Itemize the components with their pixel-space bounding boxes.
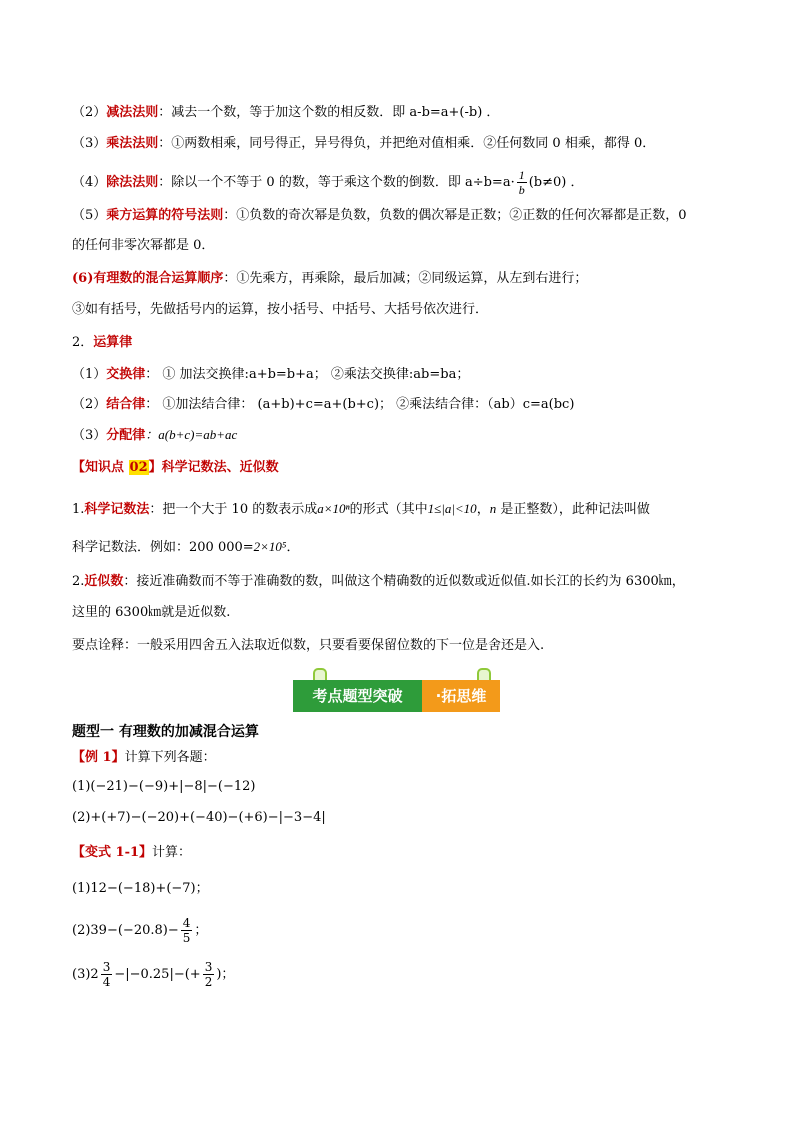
sci-notation-def: 1.科学记数法：把一个大于 10 的数表示成a×10ⁿ的形式（其中1≤|a|<10，n 是正整数），此种记法叫做 <box>72 501 650 517</box>
fraction-three-fourths: $\frac{3}{4}$ <box>102 960 111 989</box>
law-distributive: （3）分配律：a(b+c)=ab+ac <box>72 427 238 443</box>
sci-example: 2×10⁵ <box>253 539 287 554</box>
laws-title: 2．运算律 <box>72 335 133 350</box>
rule-number: （3） <box>72 136 107 151</box>
fraction-one-over-b: $\frac{1}{b}$ <box>518 168 525 197</box>
rule-number: （5） <box>72 208 107 223</box>
banner-left: 考点题型突破 <box>293 680 422 712</box>
rule-label: 乘方运算的符号法则 <box>106 208 224 223</box>
rule-number: (6) <box>72 271 94 286</box>
law-associative: （2）结合律： ①加法结合律： (a+b)+c=a+(b+c)； ②乘法结合律：（ab）c=a(bc) <box>72 397 575 412</box>
rule-label: 除法法则 <box>106 175 159 190</box>
approx-cont: 这里的 6300㎞就是近似数. <box>72 605 231 620</box>
rule-text: ：①先乘方，再乘除，最后加减；②同级运算，从左到右进行； <box>223 271 588 286</box>
fraction-three-halves: $\frac{3}{2}$ <box>204 960 213 989</box>
approx-label: 近似数 <box>84 574 124 589</box>
approx-def: 2.近似数：接近准确数而不等于准确数的数，叫做这个精确数的近似数或近似值.如长江的长约为 6300㎞， <box>72 574 685 589</box>
rule-subtraction <box>72 103 499 123</box>
example1-problem1: (1)(−21)−(−9)+|−8|−(−12) <box>72 779 256 794</box>
rule-label: 乘法法则 <box>106 136 159 151</box>
sci-formula: a×10ⁿ <box>317 501 350 516</box>
law-label: 分配律 <box>106 428 146 443</box>
variant1-problem3: (3)2 $\frac{3}{4}$ −|−0.25|−(+ $\frac{3}{2}$ )； <box>72 960 235 989</box>
rule-division <box>72 168 583 197</box>
knowledge-point-tag: 【知识点 02】 <box>72 460 162 475</box>
rule-mixed-order-cont: ③如有括号，先做括号内的运算，按小括号、中括号、大括号依次进行． <box>72 302 489 317</box>
variant1-problem2: (2)39−(−20.8)− $\frac{4}{5}$ ； <box>72 916 208 945</box>
variant1-header: 【变式 1-1】计算： <box>72 845 192 860</box>
law-commutative: （1）交换律： ① 加法交换律:a+b=b+a； ②乘法交换律:ab=ba； <box>72 367 470 382</box>
fraction-four-fifths: $\frac{4}{5}$ <box>182 916 191 945</box>
banner-right: ·拓思维 <box>422 680 500 712</box>
key-note: 要点诠释：一般采用四舍五入法取近似数，只要看要保留位数的下一位是舍还是入. <box>72 638 545 653</box>
law-text: ：a(b+c)=ab+ac <box>145 427 238 442</box>
rule-label: 有理数的混合运算顺序 <box>93 271 224 286</box>
section-banner <box>293 676 500 712</box>
knowledge-point-heading <box>72 458 279 478</box>
rule-mixed-order <box>72 269 587 289</box>
laws-title-label: 运算律 <box>93 335 133 350</box>
rule-text: ：①负数的奇次幂是负数，负数的偶次幂是正数；②正数的任何次幂都是正数，0 <box>223 208 687 223</box>
law-text: ： ① 加法交换律:a+b=b+a； ②乘法交换律:ab=ba； <box>145 367 470 382</box>
law-label: 交换律 <box>106 367 146 382</box>
knowledge-point-title: 科学记数法、近似数 <box>161 460 279 475</box>
sci-notation-example: 科学记数法．例如：200 000=2×10⁵． <box>72 539 300 555</box>
example-label: 【例 1】 <box>72 750 125 765</box>
rule-text: ：除以一个不等于 0 的数，等于乘这个数的倒数．即 a÷b=a· <box>158 175 515 190</box>
law-text: ： ①加法结合律： (a+b)+c=a+(b+c)； ②乘法结合律：（ab）c=a(bc) <box>145 397 575 412</box>
rule-text: ：减去一个数，等于加这个数的相反数．即 a-b=a+(-b) ． <box>158 105 500 120</box>
rule-label: 减法法则 <box>106 105 159 120</box>
rule-number: （2） <box>72 105 107 120</box>
example1-problem2: (2)+(+7)−(−20)+(−40)−(+6)−|−3−4| <box>72 810 326 825</box>
sci-range: 1≤|a|<10 <box>427 501 477 516</box>
type1-title: 题型一 有理数的加减混合运算 <box>72 724 259 740</box>
rule-number: （4） <box>72 175 107 190</box>
rule-power-sign <box>72 206 687 226</box>
variant1-problem1: (1)12−(−18)+(−7)； <box>72 881 209 896</box>
rule-text: ：①两数相乘，同号得正，异号得负，并把绝对值相乘．②任何数同 0 相乘，都得 0． <box>158 136 656 151</box>
rule-text: (b≠0) ． <box>528 175 584 190</box>
rule-multiplication <box>72 134 655 154</box>
variant-label: 【变式 1-1】 <box>72 845 153 860</box>
rule-power-sign-cont: 的任何非零次幂都是 0． <box>72 238 215 253</box>
law-label: 结合律 <box>106 397 146 412</box>
sci-notation-label: 科学记数法 <box>84 502 150 517</box>
example1-header: 【例 1】计算下列各题： <box>72 750 216 765</box>
